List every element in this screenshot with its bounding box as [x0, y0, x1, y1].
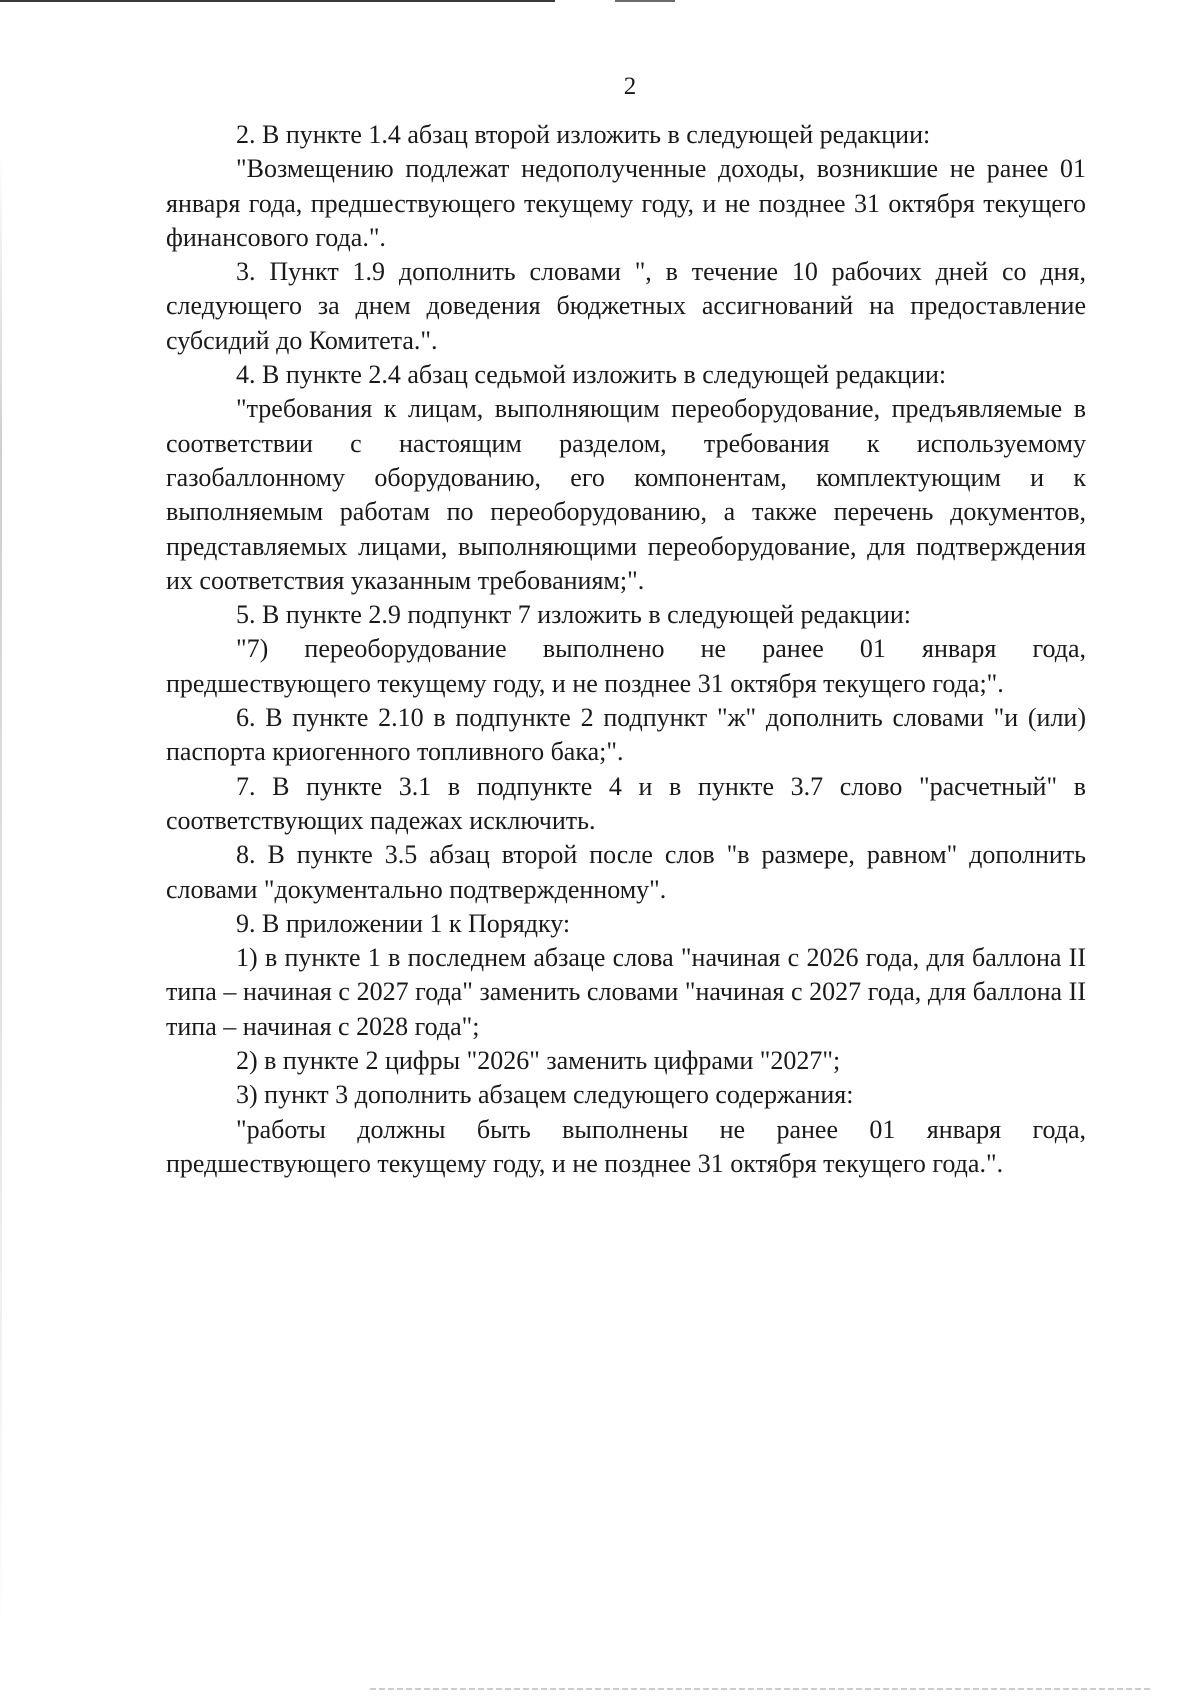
- page-number: 2: [623, 73, 637, 100]
- scan-artifact-bottom-line: [370, 1688, 1150, 1690]
- paragraph-item-9-sub-3: 3) пункт 3 дополнить абзацем следующего содержания:: [236, 1080, 854, 1110]
- paragraph-item-9-heading: 9. В приложении 1 к Порядку:: [236, 908, 571, 938]
- paragraph-item-5-quote: "7) переоборудование выполнено не ранее 01 января года, предшествующего текущему году, и не позднее 31 октября текущего года;".: [166, 634, 1086, 698]
- document-body: [166, 118, 1086, 1181]
- scan-artifact-left-edge: [0, 150, 2, 1650]
- scan-artifact-top-line-short: [615, 0, 675, 2]
- paragraph-item-8: 8. В пункте 3.5 абзац второй после слов "в размере, равном" дополнить словами "документально подтвержденному".: [166, 840, 1086, 904]
- paragraph-item-3: 3. Пункт 1.9 дополнить словами ", в течение 10 рабочих дней со дня, следующего за днем доведения бюджетных ассигнований на предоставление субсидий до Комитета.".: [166, 257, 1086, 355]
- paragraph-item-9-quote: "работы должны быть выполнены не ранее 01 января года, предшествующего текущему году, и не позднее 31 октября текущего года.".: [166, 1114, 1086, 1178]
- scan-artifact-top-line: [0, 0, 555, 2]
- paragraph-item-9-sub-2: 2) в пункте 2 цифры "2026" заменить цифрами "2027";: [236, 1046, 841, 1076]
- paragraph-item-4-quote: "требования к лицам, выполняющим переоборудование, предъявляемые в соответствии с настоящим разделом, требования к используемому газобаллонному оборудованию, его компонентам, комплектующим и к выполняемым работам по переоборудованию, а также перечень документов, представляемых лицами, выполняющими переоборудование, для подтверждения их соответствия указанным требованиям;".: [166, 394, 1086, 595]
- paragraph-item-9-sub-1: 1) в пункте 1 в последнем абзаце слова "начиная с 2026 года, для баллона II типа – начиная с 2027 года" заменить словами "начиная с 2027 года, для баллона II типа – начиная с 2028 года";: [166, 943, 1086, 1041]
- paragraph-item-6: 6. В пункте 2.10 в подпункте 2 подпункт "ж" дополнить словами "и (или) паспорта криогенного топливного бака;".: [166, 703, 1086, 767]
- paragraph-item-5-heading: 5. В пункте 2.9 подпункт 7 изложить в следующей редакции:: [236, 600, 912, 630]
- paragraph-item-4-heading: 4. В пункте 2.4 абзац седьмой изложить в следующей редакции:: [236, 360, 947, 390]
- paragraph-item-2-quote: "Возмещению подлежат недополученные доходы, возникшие не ранее 01 января года, предшествующего текущему году, и не позднее 31 октября текущего финансового года.".: [166, 154, 1086, 252]
- paragraph-item-2-heading: 2. В пункте 1.4 абзац второй изложить в следующей редакции:: [236, 120, 931, 149]
- paragraph-item-7: 7. В пункте 3.1 в подпункте 4 и в пункте 3.7 слово "расчетный" в соответствующих падежах исключить.: [166, 771, 1086, 835]
